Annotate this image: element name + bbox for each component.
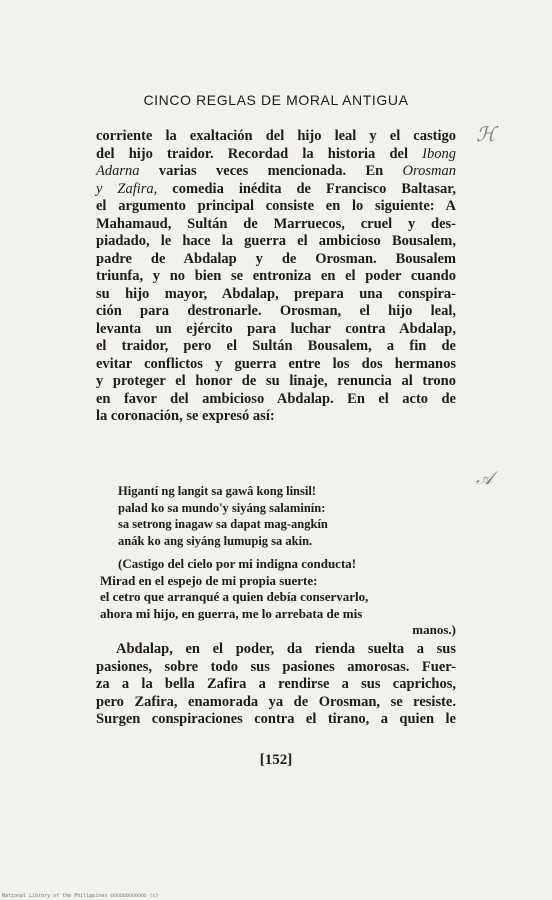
- text-run: comedia inédita de Francisco Baltasar,: [157, 180, 457, 197]
- paragraph-2: [96, 641, 456, 729]
- page-number: [152]: [259, 752, 293, 768]
- verse-line: manos.): [412, 622, 456, 637]
- handwritten-mark-icon: ℋ: [476, 122, 496, 146]
- text-line: [96, 163, 456, 181]
- italic-title: Ibong: [422, 145, 456, 162]
- text-run: varias veces mencionada. En: [139, 163, 403, 179]
- text-line: Surgen conspiraciones contra el tirano, a quien le: [96, 711, 456, 727]
- spanish-verse: [100, 556, 456, 639]
- text-line: ción para destronarle. Orosman, el hijo leal,: [96, 303, 456, 319]
- verse-line: ahora mi hijo, en guerra, me lo arrebata de mis: [100, 605, 363, 621]
- verse-line: anák ko ang siyáng lumupig sa akin.: [118, 533, 313, 548]
- text-line: pero Zafira, enamorada ya de Orosman, se resiste.: [96, 693, 456, 710]
- text-line: za a la bella Zafira a rendirse a sus caprichos,: [96, 676, 456, 692]
- italic-title: y Zafira,: [96, 180, 158, 197]
- text-line: levanta un ejército para luchar contra Abdalap,: [96, 320, 456, 337]
- scan-footer: National Library of the Philippines ©©©©©©©©©©©© (c): [2, 893, 159, 899]
- text-line: padre de Abdalap y de Orosman. Bousalem: [96, 250, 456, 267]
- italic-title: Orosman: [402, 163, 456, 179]
- tagalog-verse: [118, 483, 328, 549]
- running-header: CINCO REGLAS DE MORAL ANTIGUA: [143, 92, 409, 108]
- text-line: su hijo mayor, Abdalap, prepara una conspira-: [96, 285, 456, 302]
- verse-line: palad ko sa mundo'y siyáng salaminín:: [118, 500, 326, 515]
- paragraph-1: [96, 128, 456, 426]
- verse-line: el cetro que arranqué a quien debía conservarlo,: [100, 589, 369, 604]
- handwritten-mark-icon: 𝒜: [476, 468, 494, 489]
- text-line: la coronación, se expresó así:: [96, 408, 275, 424]
- text-line: pasiones, sobre todo sus pasiones amorosas. Fuer-: [96, 658, 456, 675]
- text-line: [96, 146, 456, 164]
- text-line: corriente la exaltación del hijo leal y el castigo: [96, 128, 456, 144]
- text-line: Abdalap, en el poder, da rienda suelta a sus: [116, 641, 456, 657]
- text-line: evitar conflictos y guerra entre los dos hermanos: [96, 355, 456, 372]
- text-line: piadado, le hace la guerra el ambicioso Bousalem,: [96, 233, 456, 249]
- verse-line: (Castigo del cielo por mi indigna conducta!: [118, 556, 357, 571]
- text-line: y proteger el honor de su linaje, renuncia al trono: [96, 373, 456, 389]
- text-line: el argumento principal consiste en lo siguiente: A: [96, 198, 456, 214]
- verse-line: sa setrong inagaw sa dapat mag-angkín: [118, 517, 328, 531]
- italic-title: Adarna: [96, 163, 140, 179]
- text-run: del hijo traidor. Recordad la historia del: [96, 145, 423, 162]
- text-line: triunfa, y no bien se entroniza en el poder cuando: [96, 268, 456, 284]
- text-line: [96, 181, 456, 199]
- verse-line: Higantí ng langit sa gawâ kong linsil!: [118, 484, 316, 498]
- text-line: Mahamaud, Sultán de Marruecos, cruel y des-: [96, 215, 456, 232]
- verse-line: Mirad en el espejo de mi propia suerte:: [100, 572, 318, 588]
- text-line: el traidor, pero el Sultán Bousalem, a fin de: [96, 338, 456, 354]
- text-line: en favor del ambicioso Abdalap. En el acto de: [96, 390, 456, 407]
